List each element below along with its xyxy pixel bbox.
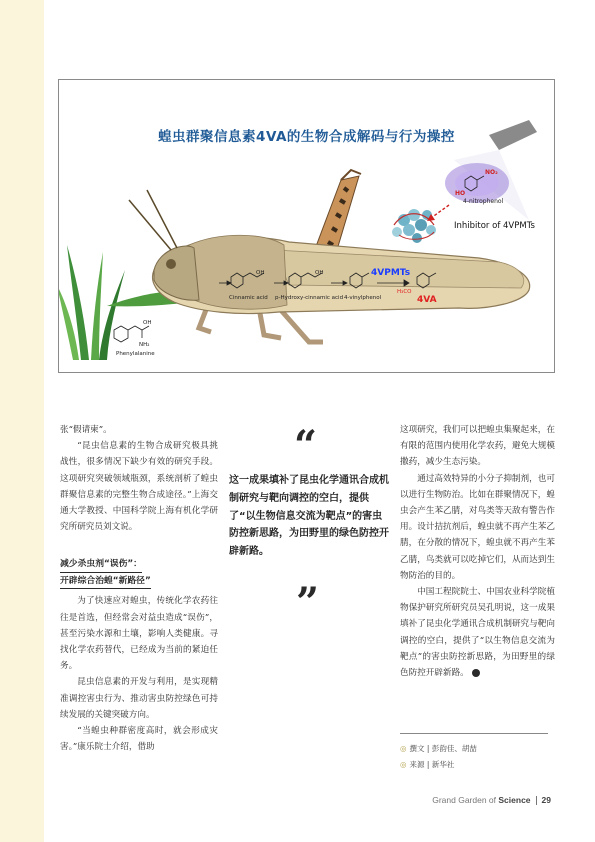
page-number: 29 [541, 795, 551, 805]
page-footer [432, 795, 551, 805]
magazine-name-bold: Science [498, 795, 531, 805]
close-quote-mark: ” [296, 579, 320, 626]
left-column [60, 422, 218, 755]
label-h3co: H₃CO [397, 289, 412, 295]
pull-quote: 这一成果填补了昆虫化学通讯合成机制研究与靶向调控的空白，提供了“以生物信息交流为靶点”的害虫防控新思路，为田野里的绿色防控开辟新路。 [229, 475, 389, 558]
credit-bullet-icon: ◎ [400, 744, 407, 753]
grass-icon [59, 245, 125, 360]
subheading-line-1: 减少杀虫剂“误伤”： [60, 557, 142, 573]
credit-author-text: 撰文 | 彭韵佳、胡喆 [409, 744, 477, 753]
credits [400, 741, 477, 772]
magazine-name-light: Grand Garden of [432, 795, 499, 805]
decorative-sidebar [0, 0, 44, 842]
left-paragraph-5: “当蝗虫种群密度高时，就会形成灾害。”康乐院士介绍，借助 [60, 726, 218, 753]
right-paragraph-3-text: 中国工程院院士、中国农业科学院植物保护研究所研究员吴孔明说，这一成果填补了昆虫化学通讯合成机制研究与靶向调控的空白，提供了“以生物信息交流为靶点”的害虫防控新思路，为田野里的绿色防控开辟新路。 [400, 587, 555, 679]
label-product: 4VA [417, 295, 437, 305]
figure-illustration [58, 79, 555, 373]
phenylalanine-structure [114, 326, 149, 342]
figure-title: 蝗虫群聚信息素4VA的生物合成解码与行为操控 [158, 129, 455, 145]
locust-biosynthesis-diagram [59, 80, 555, 373]
label-enzyme: 4VPMTs [371, 268, 411, 278]
left-paragraph-4: 昆虫信息素的开发与利用，是实现精准调控害虫行为、推动害虫防控绿色可持续发展的关键突破方向。 [60, 677, 218, 720]
credit-source-text: 来源 | 新华社 [409, 759, 455, 769]
inhibition-arrow [431, 205, 449, 218]
label-oh-2: OH [256, 270, 265, 276]
protein-structure-icon [392, 209, 436, 243]
label-nh2: NH₂ [139, 342, 150, 348]
subheading-line-2: 开辟综合治蝗“新路径” [60, 574, 151, 590]
credit-source [400, 757, 477, 773]
label-phenylalanine: Phenylalanine [116, 351, 155, 357]
label-inhibitor-caption: Inhibitor of 4VPMTs [454, 221, 535, 231]
credit-bullet-icon: ◎ [400, 759, 407, 769]
open-quote-mark: “ [294, 422, 318, 469]
label-no2: NO₂ [485, 169, 498, 176]
label-oh-1: OH [143, 320, 152, 326]
credits-divider [400, 733, 548, 734]
label-hydroxy: p-Hydroxy-cinnamic acid [275, 295, 344, 301]
left-paragraph-3: 为了快速应对蝗虫，传统化学农药往往是首选，但经常会对益虫造成“误伤”，甚至污染水源和土壤，影响人类健康。寻找化学农药替代，已经成为当前的紧迫任务。 [60, 596, 218, 672]
label-ho: HO [455, 190, 466, 197]
label-vinylphenol: 4-vinylphenol [344, 295, 382, 301]
label-cinnamic: Cinnamic acid [229, 295, 268, 301]
label-oh-3: OH [315, 270, 324, 276]
left-paragraph-1: 张“假请柬”。 [60, 425, 112, 435]
end-mark-icon: S [472, 669, 480, 677]
right-paragraph-2: 通过高效特异的小分子抑制剂，也可以进行生物防治。比如在群聚情况下，蝗虫会产生苯乙腈，对鸟类等天敌有警告作用。设计拮抗剂后，蝗虫就不再产生苯乙腈，在分散的情况下，蝗虫就不再产生苯乙腈，鸟类就可以吃掉它们，从而达到生物防治的目的。 [400, 473, 555, 581]
credit-author [400, 741, 477, 757]
footer-divider [536, 796, 537, 805]
subheading [60, 547, 218, 589]
label-inhibitor-name: 4-nitrophenol [463, 198, 504, 205]
right-paragraph-3 [400, 584, 555, 681]
right-paragraph-1: 这项研究，我们可以把蝗虫集聚起来，在有限的范围内使用化学农药，避免大规模撒药，减少生态污染。 [400, 425, 555, 468]
left-paragraph-2: “昆虫信息素的生物合成研究极具挑战性，很多情况下缺少有效的研究手段。这项研究突破领域瓶颈，系统剖析了蝗虫群聚信息素的完整生物合成途径。”上海交通大学教授、中国科学院上海有机化学研究所研究员刘文说。 [60, 441, 218, 533]
right-column [400, 422, 555, 681]
